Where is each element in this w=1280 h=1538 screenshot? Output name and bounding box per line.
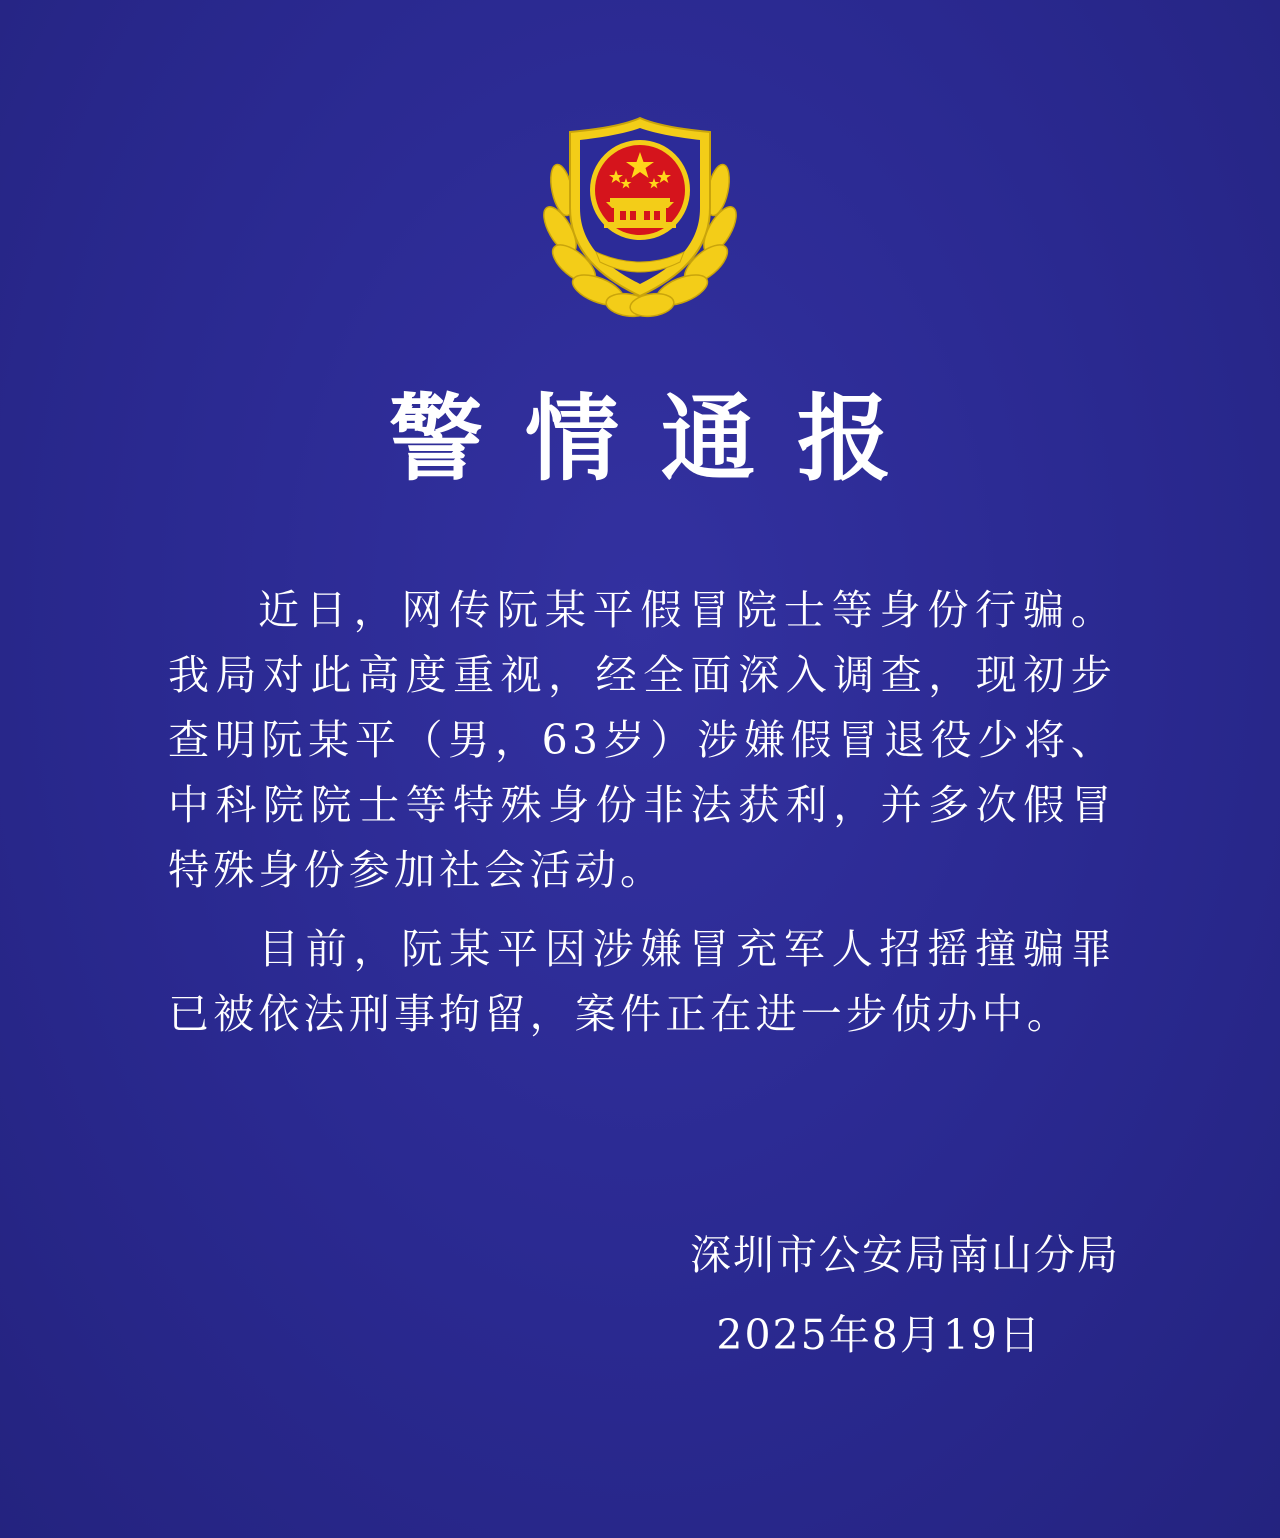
notice-signature xyxy=(520,1215,1120,1375)
issue-date: 2025年8月19日 xyxy=(716,1311,1042,1359)
notice-paragraph: 近日，网传阮某平假冒院士等身份行骗。我局对此高度重视，经全面深入调查，现初步查明阮某平（男，63岁）涉嫌假冒退役少将、中科院院士等特殊身份非法获利，并多次假冒特殊身份参加社会活动。 xyxy=(168,586,1116,894)
notice-body xyxy=(168,578,1116,1061)
issuer-name: 深圳市公安局南山分局 xyxy=(690,1231,1120,1279)
notice-title: 警情通报 xyxy=(388,385,933,494)
police-emblem-icon xyxy=(540,112,740,322)
notice-paragraph: 目前，阮某平因涉嫌冒充军人招摇撞骗罪已被依法刑事拘留，案件正在进一步侦办中。 xyxy=(168,925,1116,1038)
